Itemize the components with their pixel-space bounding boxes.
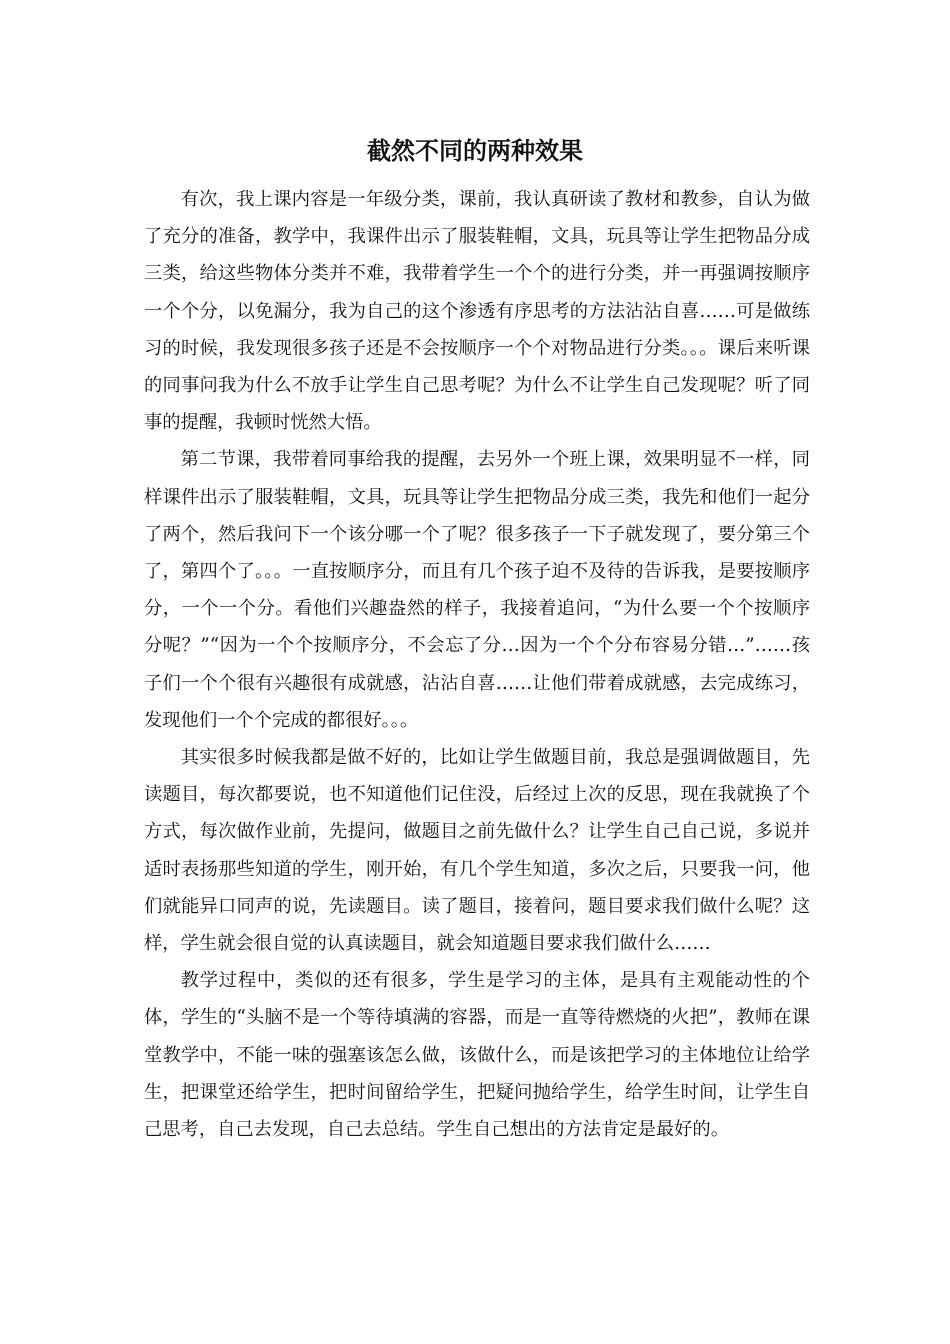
document-body (144, 181, 810, 1148)
document-title: 截然不同的两种效果 (367, 136, 583, 165)
paragraph-4: 教学过程中，类似的还有很多，学生是学习的主体，是具有主观能动性的个体，学生的“头脑不是一个等待填满的容器，而是一直等待燃烧的火把”，教师在课堂教学中，不能一味的强塞该怎么做，该做什么，而是该把学习的主体地位让给学生，把课堂还给学生，把时间留给学生，把疑问抛给学生，给学生时间，让学生自己思考，自己去发现，自己去总结。学生自己想出的方法肯定是最好的。 (144, 970, 810, 1141)
paragraph-2: 第二节课，我带着同事给我的提醒，去另外一个班上课，效果明显不一样，同样课件出示了服装鞋帽，文具，玩具等让学生把物品分成三类，我先和他们一起分了两个，然后我问下一个该分哪一个了呢？很多孩子一下子就发现了，要分第三个了，第四个了。。。一直按顺序分，而且有几个孩子迫不及待的告诉我，是要按顺序分，一个一个分。看他们兴趣盎然的样子，我接着追问，“为什么要一个个按顺序分呢？”“因为一个个按顺序分，不会忘了分…因为一个个分布容易分错…”……孩子们一个个很有兴趣很有成就感，沾沾自喜……让他们带着成就感，去完成练习，发现他们一个个完成的都很好。。。 (144, 449, 810, 731)
paragraph-3: 其实很多时候我都是做不好的，比如让学生做题目前，我总是强调做题目，先读题目，每次都要说，也不知道他们记住没，后经过上次的反思，现在我就换了个方式，每次做作业前，先提问，做题目之前先做什么？让学生自己自己说，多说并适时表扬那些知道的学生，刚开始，有几个学生知道，多次之后，只要我一问，他们就能异口同声的说，先读题目。读了题目，接着问，题目要求我们做什么呢？这样，学生就会很自觉的认真读题目，就会知道题目要求我们做什么…… (144, 747, 810, 955)
paragraph-1: 有次，我上课内容是一年级分类，课前，我认真研读了教材和教参，自认为做了充分的准备，教学中，我课件出示了服装鞋帽，文具，玩具等让学生把物品分成三类，给这些物体分类并不难，我带着学生一个个的进行分类，并一再强调按顺序一个个分，以免漏分，我为自己的这个渗透有序思考的方法沾沾自喜……可是做练习的时候，我发现很多孩子还是不会按顺序一个个对物品进行分类。。。课后来听课的同事问我为什么不放手让学生自己思考呢？为什么不让学生自己发现呢？听了同事的提醒，我顿时恍然大悟。 (144, 189, 810, 434)
